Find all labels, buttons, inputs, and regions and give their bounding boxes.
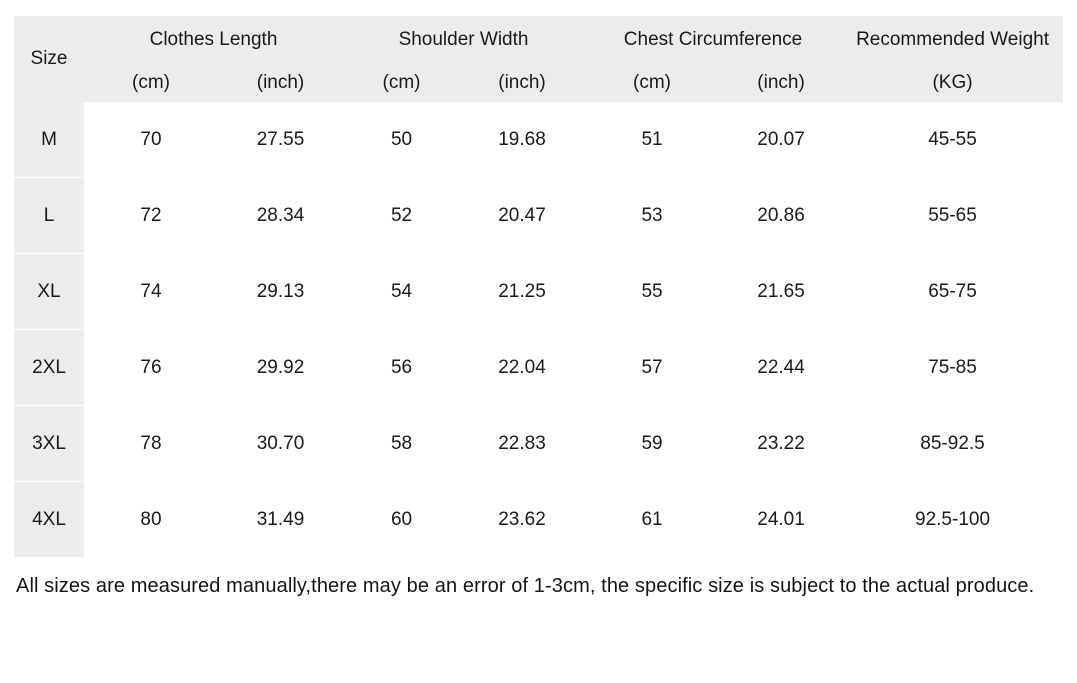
cell-shoulder-cm: 52	[343, 178, 460, 254]
header-shoulder-width: Shoulder Width	[343, 16, 584, 64]
header-shoulder-inch: (inch)	[460, 64, 584, 102]
cell-length-cm: 74	[84, 254, 218, 330]
cell-shoulder-cm: 50	[343, 102, 460, 178]
cell-weight-kg: 75-85	[842, 330, 1063, 406]
cell-shoulder-cm: 58	[343, 406, 460, 482]
header-chest-inch: (inch)	[720, 64, 842, 102]
measurement-note: All sizes are measured manually,there may be an error of 1-3cm, the specific size is subject to the actual produce.	[16, 575, 1035, 597]
cell-size: XL	[14, 254, 84, 330]
cell-length-cm: 80	[84, 482, 218, 558]
header-chest-circumference: Chest Circumference	[584, 16, 842, 64]
cell-size: 3XL	[14, 406, 84, 482]
cell-shoulder-inch: 22.83	[460, 406, 584, 482]
cell-chest-cm: 57	[584, 330, 720, 406]
cell-size: L	[14, 178, 84, 254]
table-row	[14, 406, 1063, 482]
header-size: Size	[14, 16, 84, 102]
cell-shoulder-cm: 56	[343, 330, 460, 406]
cell-length-inch: 27.55	[218, 102, 343, 178]
cell-shoulder-inch: 23.62	[460, 482, 584, 558]
cell-chest-inch: 20.86	[720, 178, 842, 254]
unit-header-row	[14, 64, 1063, 102]
cell-chest-inch: 22.44	[720, 330, 842, 406]
cell-length-inch: 31.49	[218, 482, 343, 558]
cell-weight-kg: 65-75	[842, 254, 1063, 330]
header-clothes-length: Clothes Length	[84, 16, 343, 64]
cell-size: 2XL	[14, 330, 84, 406]
size-chart-table	[14, 16, 1063, 558]
cell-length-cm: 76	[84, 330, 218, 406]
cell-shoulder-cm: 54	[343, 254, 460, 330]
cell-shoulder-inch: 22.04	[460, 330, 584, 406]
header-weight-kg: (KG)	[842, 64, 1063, 102]
table-row	[14, 330, 1063, 406]
cell-length-inch: 29.92	[218, 330, 343, 406]
cell-chest-cm: 59	[584, 406, 720, 482]
group-header-row	[14, 16, 1063, 64]
cell-chest-cm: 61	[584, 482, 720, 558]
cell-length-inch: 29.13	[218, 254, 343, 330]
cell-chest-cm: 51	[584, 102, 720, 178]
cell-weight-kg: 85-92.5	[842, 406, 1063, 482]
cell-size: 4XL	[14, 482, 84, 558]
header-length-cm: (cm)	[84, 64, 218, 102]
cell-chest-cm: 55	[584, 254, 720, 330]
cell-chest-inch: 24.01	[720, 482, 842, 558]
cell-size: M	[14, 102, 84, 178]
cell-weight-kg: 92.5-100	[842, 482, 1063, 558]
cell-length-cm: 70	[84, 102, 218, 178]
cell-shoulder-inch: 21.25	[460, 254, 584, 330]
header-recommended-weight: Recommended Weight	[842, 16, 1063, 64]
header-shoulder-cm: (cm)	[343, 64, 460, 102]
cell-length-cm: 78	[84, 406, 218, 482]
table-body	[14, 102, 1063, 558]
cell-length-inch: 30.70	[218, 406, 343, 482]
cell-length-cm: 72	[84, 178, 218, 254]
table-row	[14, 254, 1063, 330]
table-row	[14, 178, 1063, 254]
cell-chest-inch: 21.65	[720, 254, 842, 330]
header-length-inch: (inch)	[218, 64, 343, 102]
table-row	[14, 102, 1063, 178]
cell-shoulder-inch: 20.47	[460, 178, 584, 254]
cell-shoulder-inch: 19.68	[460, 102, 584, 178]
cell-chest-inch: 23.22	[720, 406, 842, 482]
cell-length-inch: 28.34	[218, 178, 343, 254]
cell-weight-kg: 45-55	[842, 102, 1063, 178]
table-header	[14, 16, 1063, 102]
cell-chest-inch: 20.07	[720, 102, 842, 178]
table-row	[14, 482, 1063, 558]
cell-chest-cm: 53	[584, 178, 720, 254]
header-chest-cm: (cm)	[584, 64, 720, 102]
cell-shoulder-cm: 60	[343, 482, 460, 558]
cell-weight-kg: 55-65	[842, 178, 1063, 254]
